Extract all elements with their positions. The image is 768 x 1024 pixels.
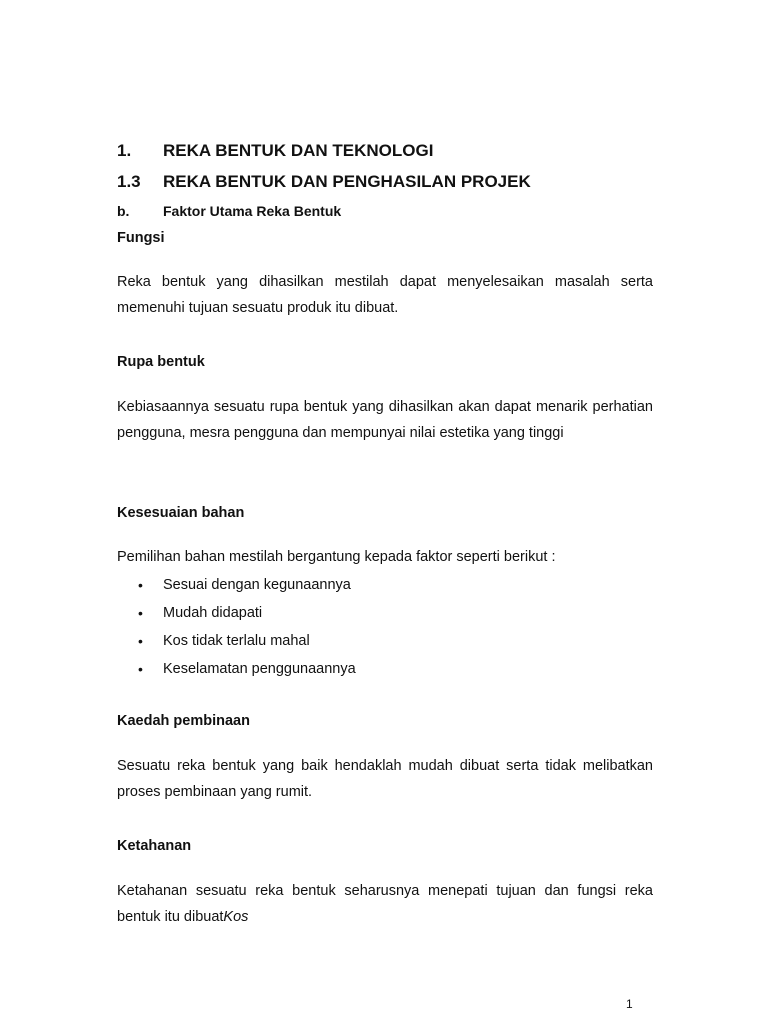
bullet-icon: • bbox=[138, 605, 143, 621]
list-item bbox=[0, 576, 768, 596]
heading-3-title: Faktor Utama Reka Bentuk bbox=[163, 203, 342, 219]
list-item bbox=[0, 604, 768, 624]
section-text-fungsi: Reka bentuk yang dihasilkan mestilah dapat menyelesaikan masalah serta memenuhi tujuan sesuatu produk itu dibuat. bbox=[117, 274, 653, 316]
section-text-ketahanan-body: Ketahanan sesuatu reka bentuk seharusnya menepati tujuan dan fungsi reka bentuk itu dibuat bbox=[117, 883, 653, 925]
list-item-text: Keselamatan penggunaannya bbox=[163, 661, 356, 677]
section-text-rupa-bentuk: Kebiasaannya sesuatu rupa bentuk yang dihasilkan akan dapat menarik perhatian pengguna, mesra pengguna dan mempunyai nilai estetika yang tinggi bbox=[117, 399, 653, 441]
heading-3-number: b. bbox=[117, 203, 130, 219]
section-text-kaedah-pembinaan: Sesuatu reka bentuk yang baik hendaklah mudah dibuat serta tidak melibatkan proses pembinaan yang rumit. bbox=[117, 758, 653, 800]
bullet-icon: • bbox=[138, 661, 143, 677]
heading-2-number: 1.3 bbox=[117, 172, 141, 191]
list-item-text: Kos tidak terlalu mahal bbox=[163, 633, 310, 649]
section-text-ketahanan bbox=[117, 878, 653, 930]
page-number: 1 bbox=[626, 997, 633, 1011]
section-title-kesesuaian-bahan: Kesesuaian bahan bbox=[117, 505, 245, 521]
list-item-text: Sesuai dengan kegunaannya bbox=[163, 577, 351, 593]
heading-1-number: 1. bbox=[117, 141, 132, 160]
bullet-icon: • bbox=[138, 577, 143, 593]
section-title-ketahanan: Ketahanan bbox=[117, 838, 192, 854]
bullet-icon: • bbox=[138, 633, 143, 649]
list-item-text: Mudah didapati bbox=[163, 605, 263, 621]
section-title-rupa-bentuk: Rupa bentuk bbox=[117, 354, 205, 370]
section-title-fungsi: Fungsi bbox=[117, 230, 165, 246]
section-title-kaedah-pembinaan: Kaedah pembinaan bbox=[117, 713, 250, 729]
heading-1-title: REKA BENTUK DAN TEKNOLOGI bbox=[163, 141, 434, 160]
list-item bbox=[0, 660, 768, 680]
list-item bbox=[0, 632, 768, 652]
section-intro-kesesuaian-bahan: Pemilihan bahan mestilah bergantung kepada faktor seperti berikut : bbox=[117, 549, 556, 565]
heading-2-title: REKA BENTUK DAN PENGHASILAN PROJEK bbox=[163, 172, 531, 191]
section-text-ketahanan-italic: Kos bbox=[223, 909, 249, 925]
